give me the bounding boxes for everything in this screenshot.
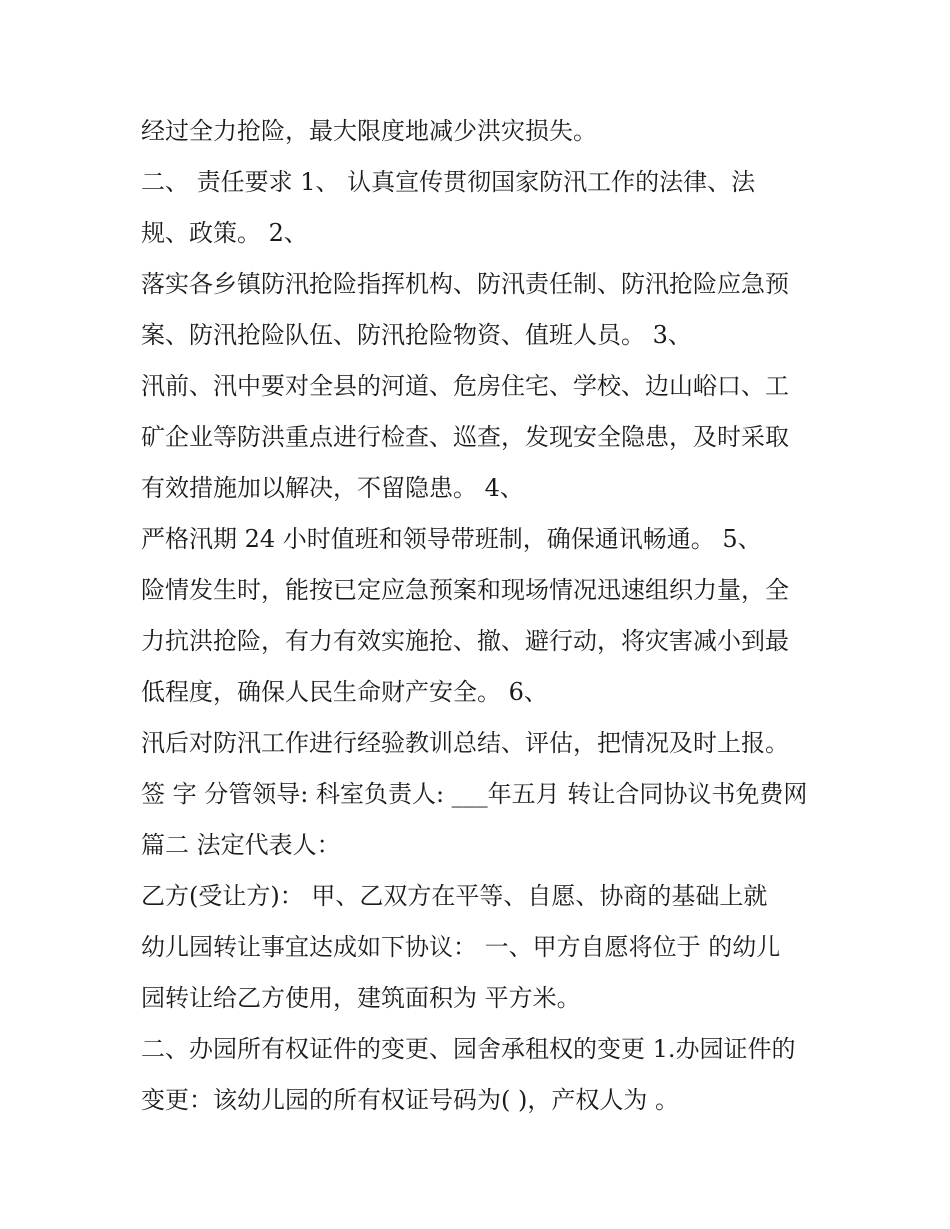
text-line: 规、政策。 2、 (141, 219, 308, 247)
text-line: 变更：该幼儿园的所有权证号码为( )，产权人为 。 (141, 1086, 679, 1114)
text-line: 二、 责任要求 1、 认真宣传贯彻国家防汛工作的法律、法 (141, 168, 756, 196)
text-line: 汛后对防汛工作进行经验教训总结、评估，把情况及时上报。 (141, 729, 789, 757)
text-line: 经过全力抢险，最大限度地减少洪灾损失。 (141, 117, 597, 145)
text-line: 园转让给乙方使用，建筑面积为 平方米。 (141, 984, 581, 1012)
text-line: 乙方(受让方)： 甲、乙双方在平等、自愿、协商的基础上就 (141, 882, 768, 910)
text-line: 篇二 法定代表人： (141, 831, 341, 859)
text-line: 签 字 分管领导: 科室负责人: ___年五月 转让合同协议书免费网 (141, 780, 808, 808)
text-line: 二、办园所有权证件的变更、园舍承租权的变更 1.办园证件的 (141, 1035, 796, 1063)
text-line: 低程度，确保人民生命财产安全。 6、 (141, 678, 548, 706)
text-line: 力抗洪抢险，有力有效实施抢、撤、避行动，将灾害减小到最 (141, 627, 789, 655)
document-body (141, 106, 841, 1126)
text-line: 有效措施加以解决，不留隐患。 4、 (141, 474, 524, 502)
text-line: 险情发生时，能按已定应急预案和现场情况迅速组织力量，全 (141, 576, 789, 604)
text-line: 汛前、汛中要对全县的河道、危房住宅、学校、边山峪口、工 (141, 372, 789, 400)
text-line: 幼儿园转让事宜达成如下协议： 一、甲方自愿将位于 的幼儿 (141, 933, 781, 961)
text-line: 严格汛期 24 小时值班和领导带班制，确保通讯畅通。 5、 (141, 525, 762, 553)
text-line: 矿企业等防洪重点进行检查、巡查，发现安全隐患，及时采取 (141, 423, 789, 451)
text-line: 案、防汛抢险队伍、防汛抢险物资、值班人员。 3、 (141, 321, 692, 349)
text-line: 落实各乡镇防汛抢险指挥机构、防汛责任制、防汛抢险应急预 (141, 270, 789, 298)
